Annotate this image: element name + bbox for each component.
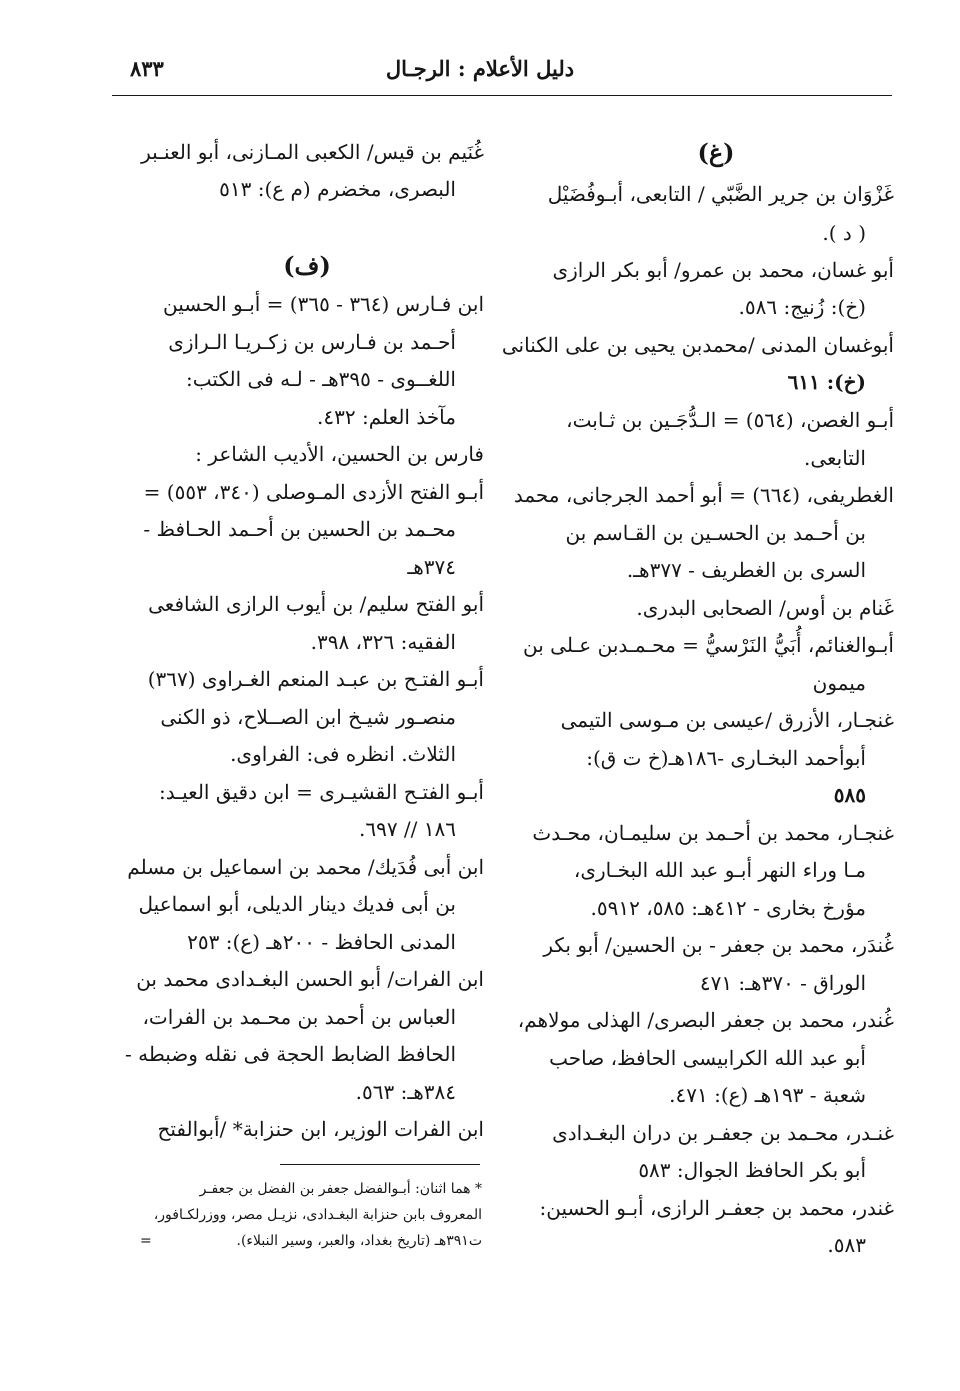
entry-line: أبو بكر الحافظ الجوال: ٥٨٣ [638,1158,866,1182]
entry-line: بن أحـمد بن الحسـين بن القـاسم بن [565,521,866,545]
entry-line: غُندر، محمد بن جعفر البصرى/ الهذلى مولاهم، [517,1008,894,1032]
entry-line: الوراق - ٣٧٠هـ: ٤٧١ [699,971,866,995]
entry-line: أبـوالغنائم، أُبَيُّ النَرْسيُّ = محـمـدبن عـلى بن [523,633,894,657]
entry-line: الفقيه: ٣٢٦، ٣٩٨. [310,630,456,654]
entry-line: شعبة - ١٩٣هـ (ع): ٤٧١. [669,1083,866,1107]
entry-line: التابعى. [803,446,866,470]
entry-line: محـمد بن الحسين بن أحـمد الحـافظ - [143,517,456,541]
entry-line: منصـور شيـخ ابن الصــلاح، ذو الكنى [160,705,456,729]
entry-line: أبوغسان المدنى /محمدبن يحيى بن على الكنانى [501,333,894,357]
entry-line: أبـو الغصن، (٥٦٤) = الـدُّجَـين بن ثـابت، [566,408,894,432]
entry-line: الثلاث. انظره فى: الفراوى. [230,742,456,766]
entry-line: مؤرخ بخارى - ٤١٢هـ: ٥٨٥، ٥٩١٢. [590,896,866,920]
entry-line: الغطريفى، (٦٦٤) = أبو أحمد الجرجانى، محمد [513,483,894,507]
entry-line: أبـو الفتـح القشيـرى = ابن دقيق العيـد: [159,780,484,804]
entry-line: (خ): ٦١١ [787,370,866,394]
page-number: ٨٣٣ [130,56,164,81]
entry-line: غنـدر، محـمد بن جعفـر بن دران البغـدادى [552,1121,894,1145]
entry-line: فارس بن الحسين، الأديب الشاعر : [195,442,484,466]
entry-line: ابن أبى فُدَيك/ محمد بن اسماعيل بن مسلم [127,855,484,879]
entry-line: الحافظ الضابط الحجة فى نقله وضبطه - [125,1042,456,1066]
entry-line: ٥٨٣. [827,1233,866,1257]
header-rule [112,95,892,96]
entry-line: اللغــوى - ٣٩٥هـ - لـه فى الكتب: [186,367,456,391]
entry-line: أبو الفتح سليم/ بن أيوب الرازى الشافعى [148,592,484,616]
entry-line: ميمون [812,671,866,695]
entry-line: البصرى، مخضرم (م ع): ٥١٣ [219,177,456,201]
entry-line: أبوأحمد البخـارى -١٨٦هـ(خ ت ق): [586,746,866,770]
entry-line: بن أبى فديك دينار الديلى، أبو اسماعيل [138,892,456,916]
entry-line: ٣٧٤هـ [407,555,456,579]
footnote-continuation-mark: = [140,1233,152,1249]
entry-line: أبـو الفتح الأزدى المـوصلى (٣٤٠، ٥٥٣) = [143,480,484,504]
entry-line: (خ): زُنيج: ٥٨٦. [738,295,866,319]
entry-line: مآخذ العلم: ٤٣٢. [317,405,456,429]
entry-line: السرى بن الغطريف - ٣٧٧هـ. [626,558,866,582]
entry-line: ١٨٦ // ٦٩٧. [358,817,456,841]
entry-line: غُنَيم بن قيس/ الكعبى المـازنى، أبو العنـبر [141,140,484,164]
entry-line: ابن الفرات الوزير، ابن حنزابة* /أبوالفتح [157,1117,484,1141]
entry-line: ٣٨٤هـ: ٥٦٣. [355,1080,456,1104]
entry-line: أبو عبد الله الكرابيسى الحافظ، صاحب [549,1046,866,1070]
entry-line: غندر، محمد بن جعفـر الرازى، أبـو الحسين: [539,1196,894,1220]
entry-line: غنجـار، محمد بن أحـمد بن سليمـان، محـدث [532,821,894,845]
entry-line: ٥٨٥ [833,783,866,807]
entry-line: ابن الفرات/ أبو الحسن البغـدادى محمد بن [136,967,484,991]
entry-line: غُندَر، محمد بن جعفر - بن الحسين/ أبو بكر [543,933,894,957]
section-heading-fa: (ف) [283,251,331,280]
running-header-title: دليل الأعلام : الرجـال [385,56,575,81]
section-heading-ghain: (غ) [697,138,735,167]
entry-line: أحـمد بن فـارس بن زكـريـا الـرازى [168,330,456,354]
entry-line: العباس بن أحمد بن محـمد بن الفرات، [142,1005,456,1029]
entry-line: مـا وراء النهر أبـو عبد الله البخـارى، [573,858,866,882]
footnote-line: ت٣٩١هـ (تاريخ بغداد، والعبر، وسير النبلاء). [236,1233,482,1249]
footnote-rule [280,1164,480,1165]
entry-line: أبو غسان، محمد بن عمرو/ أبو بكر الرازى [552,258,894,282]
entry-line: غَزْوَان بن جرير الضَّبّي / التابعى، أبـوفُضَيْل [547,182,894,206]
entry-line: أبـو الفتـح بن عبـد المنعم الغـراوى (٣٦٧) [147,667,484,691]
footnote-line: المعروف بابن حنزابة البغـدادى، نزيـل مصر، ووزرلكـافور، [153,1207,482,1223]
footnote-line: * هما اثنان: أبـوالفضل جعفر بن الفضل بن جعفـر [199,1181,482,1197]
entry-line: ( د ). [822,221,866,245]
entry-line: غَنام بن أوس/ الصحابى البدرى. [636,596,894,620]
entry-line: غنجـار، الأزرق /عيسى بن مـوسى التيمى [560,708,894,732]
entry-line: ابن فـارس (٣٦٤ - ٣٦٥) = أبـو الحسين [162,292,484,316]
entry-line: المدنى الحافظ - ٢٠٠هـ (ع): ٢٥٣ [187,930,456,954]
